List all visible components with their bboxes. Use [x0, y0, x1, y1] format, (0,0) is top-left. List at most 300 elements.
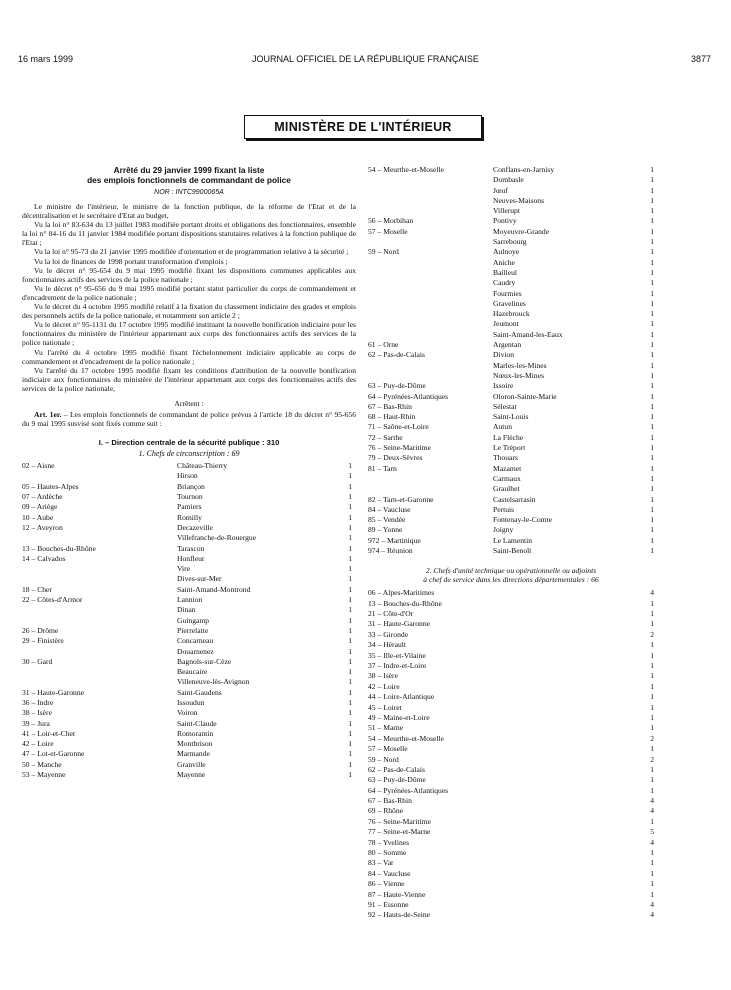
- department-cell: 06 – Alpes-Maritimes: [368, 588, 435, 598]
- table-row: [368, 827, 654, 837]
- department-cell: 81 – Tarn: [368, 463, 397, 473]
- count-cell: 1: [348, 646, 352, 656]
- department-cell: 30 – Gard: [22, 656, 53, 666]
- visa-paragraph: Vu la loi n° 83-634 du 13 juillet 1983 modifiée portant droits et obligations des fonctionnaires, ensemble la loi n° 84-16 du 11 janvier 1984 modifiée portant dispositions statutaires relatives à la fonction publique de l'Etat ;: [22, 220, 356, 248]
- count-cell: 1: [650, 889, 654, 899]
- count-cell: 1: [650, 744, 654, 754]
- locality-cell: Pontivy: [493, 216, 517, 226]
- table-row: [368, 433, 654, 443]
- locality-cell: Joigny: [493, 525, 514, 535]
- locality-cell: Tarascon: [177, 543, 205, 553]
- visa-paragraphs: [22, 202, 356, 393]
- left-table: [22, 461, 356, 780]
- department-cell: 68 – Haut-Rhin: [368, 412, 416, 422]
- count-cell: 4: [650, 588, 654, 598]
- table-row: [22, 647, 356, 657]
- count-cell: 1: [348, 749, 352, 759]
- section-2-table: [368, 588, 654, 921]
- count-cell: 1: [650, 195, 654, 205]
- locality-cell: Dombasle: [493, 175, 524, 185]
- count-cell: 1: [650, 515, 654, 525]
- table-row: [368, 848, 654, 858]
- department-cell: 29 – Finistère: [22, 636, 64, 646]
- locality-cell: Douarnenez: [177, 646, 214, 656]
- count-cell: 1: [650, 422, 654, 432]
- department-cell: 35 – Ille-et-Vilaine: [368, 650, 426, 660]
- department-cell: 86 – Vienne: [368, 879, 405, 889]
- table-row: [368, 278, 654, 288]
- department-cell: 38 – Isère: [22, 708, 52, 718]
- table-row: [368, 319, 654, 329]
- locality-cell: Graulhet: [493, 484, 520, 494]
- table-row: [22, 595, 356, 605]
- count-cell: 1: [348, 687, 352, 697]
- locality-cell: Hazebrouck: [493, 309, 530, 319]
- locality-cell: Saint-Amand-Montrond: [177, 584, 251, 594]
- count-cell: 1: [650, 473, 654, 483]
- visa-paragraph: Vu l'arrêté du 4 octobre 1995 modifié fixant l'échelonnement indiciaire applicable au corps de commandement et d'encadrement de la police nationale ;: [22, 347, 356, 366]
- count-cell: 1: [348, 471, 352, 481]
- locality-cell: Moyeuvre-Grande: [493, 226, 550, 236]
- locality-cell: Villerupt: [493, 206, 520, 216]
- department-cell: 59 – Nord: [368, 247, 399, 257]
- visa-paragraph: Vu le décret du 4 octobre 1995 modifié relatif à la fixation du classement indiciaire des grades et emplois des personnels actifs de la police nationale, et notamment son article 2 ;: [22, 302, 356, 321]
- table-row: [368, 495, 654, 505]
- section-2-heading: [368, 566, 654, 584]
- department-cell: 10 – Aube: [22, 512, 54, 522]
- locality-cell: Castelsarrasin: [493, 494, 536, 504]
- header-journal-title: JOURNAL OFFICIEL DE LA RÉPUBLIQUE FRANÇAISE: [252, 54, 479, 64]
- department-cell: 63 – Puy-de-Dôme: [368, 381, 426, 391]
- locality-cell: Conflans-en-Jarnisy: [493, 165, 555, 174]
- department-cell: 44 – Loire-Atlantique: [368, 692, 435, 702]
- table-row: [22, 760, 356, 770]
- section-1-heading: I. – Direction centrale de la sécurité publique : 310: [98, 438, 280, 448]
- table-row: [368, 900, 654, 910]
- table-row: [368, 165, 654, 175]
- count-cell: 1: [348, 512, 352, 522]
- count-cell: 1: [348, 553, 352, 563]
- table-row: [368, 536, 654, 546]
- department-cell: 57 – Moselle: [368, 226, 408, 236]
- locality-cell: Issoudun: [177, 697, 205, 707]
- locality-cell: Nœux-les-Mines: [493, 370, 545, 380]
- department-cell: 62 – Pas-de-Calais: [368, 764, 425, 774]
- table-row: [22, 636, 356, 646]
- department-cell: 82 – Tarn-et-Garonne: [368, 494, 434, 504]
- count-cell: 1: [650, 484, 654, 494]
- department-cell: 92 – Hauts-de-Seine: [368, 910, 430, 920]
- locality-cell: Marles-les-Mines: [493, 360, 547, 370]
- table-row: [22, 677, 356, 687]
- table-row: [368, 775, 654, 785]
- count-cell: 1: [348, 533, 352, 543]
- locality-cell: Argentan: [493, 340, 522, 350]
- department-cell: 36 – Indre: [22, 697, 54, 707]
- count-cell: 1: [348, 605, 352, 615]
- count-cell: 1: [650, 494, 654, 504]
- table-row: [368, 443, 654, 453]
- table-row: [22, 461, 356, 471]
- locality-cell: Aniche: [493, 257, 515, 267]
- table-row: [368, 765, 654, 775]
- count-cell: 4: [650, 900, 654, 909]
- count-cell: 1: [348, 522, 352, 532]
- department-cell: 76 – Seine-Maritime: [368, 816, 431, 826]
- count-cell: 1: [650, 237, 654, 247]
- table-row: [22, 667, 356, 677]
- department-cell: 89 – Yonne: [368, 525, 403, 535]
- locality-cell: Bagnols-sur-Cèze: [177, 656, 232, 666]
- table-row: [22, 719, 356, 729]
- count-cell: 1: [650, 165, 654, 174]
- locality-cell: Sarrebourg: [493, 237, 527, 247]
- locality-cell: Oloron-Sainte-Marie: [493, 391, 557, 401]
- locality-cell: Caudry: [493, 278, 516, 288]
- locality-cell: Beaucaire: [177, 667, 208, 677]
- department-cell: 26 – Drôme: [22, 625, 59, 635]
- count-cell: 1: [650, 340, 654, 350]
- count-cell: 1: [348, 728, 352, 738]
- count-cell: 1: [348, 677, 352, 687]
- count-cell: 1: [650, 298, 654, 308]
- right-table: [368, 165, 654, 556]
- visa-paragraph: Vu la loi n° 95-73 du 21 janvier 1995 modifiée d'orientation et de programmation relative à la sécurité ;: [34, 247, 349, 257]
- count-cell: 1: [650, 661, 654, 671]
- section-1-subheading: 1. Chefs de circonscription : 69: [138, 449, 240, 459]
- department-cell: 57 – Moselle: [368, 744, 408, 754]
- count-cell: 1: [348, 461, 352, 471]
- table-row: [368, 227, 654, 237]
- locality-cell: Bailleul: [493, 267, 518, 277]
- count-cell: 1: [348, 656, 352, 666]
- visa-paragraph: Le ministre de l'intérieur, le ministre de la fonction publique, de la réforme de l'Etat et de la décentralisation et le secrétaire d'Etat au budget,: [22, 202, 356, 221]
- locality-cell: Neuves-Maisons: [493, 195, 545, 205]
- table-row: [22, 564, 356, 574]
- table-row: [368, 755, 654, 765]
- count-cell: 1: [650, 702, 654, 712]
- table-row: [368, 786, 654, 796]
- locality-cell: Mayenne: [177, 770, 206, 780]
- table-row: [22, 513, 356, 523]
- table-row: [22, 657, 356, 667]
- department-cell: 38 – Isère: [368, 671, 398, 681]
- count-cell: 1: [650, 712, 654, 722]
- locality-cell: Le Lamentin: [493, 535, 533, 545]
- locality-cell: Saint-Amand-les-Eaux: [493, 329, 563, 339]
- department-cell: 72 – Sarthe: [368, 432, 403, 442]
- count-cell: 1: [650, 848, 654, 858]
- department-cell: 85 – Vendée: [368, 515, 406, 525]
- count-cell: 1: [650, 879, 654, 889]
- locality-cell: Voiron: [177, 708, 198, 718]
- table-row: [22, 523, 356, 533]
- count-cell: 1: [650, 545, 654, 555]
- locality-cell: Aulnoye: [493, 247, 520, 257]
- count-cell: 1: [348, 718, 352, 728]
- article-1: [22, 410, 356, 428]
- locality-cell: Pierrelatte: [177, 625, 209, 635]
- table-row: [368, 599, 654, 609]
- count-cell: 1: [348, 481, 352, 491]
- count-cell: 1: [348, 584, 352, 594]
- table-row: [22, 544, 356, 554]
- table-row: [368, 258, 654, 268]
- department-cell: 56 – Morbihan: [368, 216, 414, 226]
- count-cell: 1: [650, 381, 654, 391]
- table-row: [22, 533, 356, 543]
- count-cell: 1: [650, 370, 654, 380]
- table-row: [368, 546, 654, 556]
- department-cell: 51 – Marne: [368, 723, 404, 733]
- count-cell: 1: [650, 775, 654, 785]
- table-row: [368, 371, 654, 381]
- count-cell: 1: [650, 650, 654, 660]
- arretent-label: Arrêtent :: [174, 398, 204, 408]
- table-row: [368, 381, 654, 391]
- department-cell: 14 – Calvados: [22, 553, 66, 563]
- table-row: [22, 708, 356, 718]
- locality-cell: Decazeville: [177, 522, 213, 532]
- locality-cell: Romilly: [177, 512, 202, 522]
- table-row: [368, 206, 654, 216]
- count-cell: 1: [650, 175, 654, 185]
- header-date: 16 mars 1999: [18, 54, 74, 64]
- department-cell: 64 – Pyrénées-Atlantiques: [368, 391, 449, 401]
- count-cell: 4: [650, 910, 654, 920]
- header-page-number: 3877: [690, 54, 711, 64]
- table-row: [368, 869, 654, 879]
- table-row: [368, 330, 654, 340]
- department-cell: 21 – Côte-d'Or: [368, 609, 414, 619]
- department-cell: 69 – Rhône: [368, 806, 404, 816]
- count-cell: 1: [650, 525, 654, 535]
- left-column: [22, 165, 356, 780]
- department-cell: 47 – Lot-et-Garonne: [22, 749, 85, 759]
- count-cell: 1: [650, 816, 654, 826]
- table-row: [368, 350, 654, 360]
- department-cell: 80 – Somme: [368, 848, 407, 858]
- locality-cell: Dives-sur-Mer: [177, 574, 222, 584]
- table-row: [22, 616, 356, 626]
- table-row: [368, 289, 654, 299]
- count-cell: 1: [650, 723, 654, 733]
- table-row: [368, 299, 654, 309]
- count-cell: 1: [650, 257, 654, 267]
- department-cell: 71 – Saône-et-Loire: [368, 422, 429, 432]
- department-cell: 49 – Maine-et-Loire: [368, 712, 430, 722]
- department-cell: 22 – Côtes-d'Armor: [22, 595, 83, 605]
- count-cell: 2: [650, 629, 654, 639]
- table-row: [368, 196, 654, 206]
- count-cell: 1: [650, 401, 654, 411]
- department-cell: 76 – Seine-Maritime: [368, 443, 431, 453]
- count-cell: 1: [348, 770, 352, 780]
- locality-cell: Tournon: [177, 492, 203, 502]
- count-cell: 1: [348, 667, 352, 677]
- count-cell: 1: [650, 288, 654, 298]
- locality-cell: Montbrison: [177, 739, 213, 749]
- locality-cell: Château-Thierry: [177, 461, 228, 471]
- article-1-label: Art. 1er.: [34, 409, 62, 419]
- locality-cell: Briançon: [177, 481, 205, 491]
- locality-cell: Saint-Gaudens: [177, 687, 222, 697]
- department-cell: 59 – Nord: [368, 754, 399, 764]
- count-cell: 2: [650, 754, 654, 764]
- count-cell: 4: [650, 806, 654, 816]
- count-cell: 1: [650, 463, 654, 473]
- department-cell: 31 – Haute-Garonne: [368, 619, 430, 629]
- locality-cell: Dinan: [177, 605, 196, 615]
- count-cell: 1: [650, 785, 654, 795]
- count-cell: 1: [650, 432, 654, 442]
- count-cell: 1: [348, 708, 352, 718]
- table-row: [22, 626, 356, 636]
- locality-cell: Jeumont: [493, 319, 519, 329]
- table-row: [22, 554, 356, 564]
- table-row: [368, 247, 654, 257]
- locality-cell: Jœuf: [493, 185, 508, 195]
- department-cell: 67 – Bas-Rhin: [368, 796, 412, 806]
- nor-reference: NOR : INTC9900065A: [154, 189, 224, 196]
- count-cell: 1: [650, 443, 654, 453]
- table-row: [368, 175, 654, 185]
- department-cell: 84 – Vaucluse: [368, 504, 411, 514]
- department-cell: 12 – Aveyron: [22, 522, 63, 532]
- department-cell: 09 – Ariège: [22, 502, 58, 512]
- department-cell: 67 – Bas-Rhin: [368, 401, 412, 411]
- locality-cell: Hirson: [177, 471, 198, 481]
- table-row: [22, 502, 356, 512]
- table-row: [368, 474, 654, 484]
- count-cell: 1: [650, 247, 654, 257]
- table-row: [368, 186, 654, 196]
- count-cell: 1: [348, 595, 352, 605]
- table-row: [368, 703, 654, 713]
- page-header: [0, 54, 731, 66]
- locality-cell: Fontenay-le-Comte: [493, 515, 553, 525]
- table-row: [368, 237, 654, 247]
- locality-cell: Mazamet: [493, 463, 522, 473]
- department-cell: 42 – Loire: [368, 681, 400, 691]
- table-row: [368, 630, 654, 640]
- visa-paragraph: Vu la loi de finances de 1998 portant transformation d'emplois ;: [34, 256, 228, 266]
- locality-cell: Pamiers: [177, 502, 202, 512]
- locality-cell: Sélestat: [493, 401, 517, 411]
- count-cell: 1: [348, 543, 352, 553]
- locality-cell: Guingamp: [177, 615, 210, 625]
- department-cell: 13 – Bouches-du-Rhône: [368, 598, 442, 608]
- count-cell: 1: [348, 492, 352, 502]
- count-cell: 1: [650, 681, 654, 691]
- locality-cell: Autun: [493, 422, 512, 432]
- table-row: [368, 268, 654, 278]
- section-2-heading-line2: à chef de service dans les directions départementales : 66: [423, 575, 599, 585]
- count-cell: 1: [650, 278, 654, 288]
- department-cell: 42 – Loire: [22, 739, 54, 749]
- locality-cell: Vire: [177, 564, 191, 574]
- table-row: [368, 484, 654, 494]
- department-cell: 54 – Meurthe-et-Moselle: [368, 165, 444, 174]
- locality-cell: Saint-Benoît: [493, 545, 532, 555]
- table-row: [368, 453, 654, 463]
- count-cell: 1: [348, 636, 352, 646]
- count-cell: 1: [650, 598, 654, 608]
- count-cell: 1: [650, 671, 654, 681]
- table-row: [368, 525, 654, 535]
- locality-cell: Concarneau: [177, 636, 214, 646]
- count-cell: 1: [348, 615, 352, 625]
- count-cell: 2: [650, 733, 654, 743]
- department-cell: 05 – Hautes-Alpes: [22, 481, 79, 491]
- table-row: [368, 817, 654, 827]
- table-row: [22, 574, 356, 584]
- department-cell: 53 – Mayenne: [22, 770, 66, 780]
- count-cell: 1: [650, 319, 654, 329]
- arrete-title-line1: Arrêté du 29 janvier 1999 fixant la liste: [113, 165, 265, 175]
- table-row: [368, 412, 654, 422]
- department-cell: 41 – Loir-et-Cher: [22, 728, 76, 738]
- table-row: [368, 619, 654, 629]
- table-row: [368, 682, 654, 692]
- count-cell: 1: [348, 759, 352, 769]
- table-row: [368, 671, 654, 681]
- arrete-title-line2: des emplois fonctionnels de commandant de police: [87, 175, 291, 185]
- count-cell: 1: [650, 350, 654, 360]
- table-row: [22, 492, 356, 502]
- count-cell: 1: [650, 640, 654, 650]
- department-cell: 34 – Hérault: [368, 640, 406, 650]
- article-1-text: – Les emplois fonctionnels de commandant de police prévus à l'article 18 du décret n° 95-656 du 9 mai 1995 susvisé sont fixés comme suit :: [22, 409, 356, 429]
- visa-paragraph: Vu le décret n° 95-1131 du 17 octobre 1995 modifié instituant la nouvelle bonification indiciaire pour les fonctionnaires du ministère de l'intérieur appartenant aux corps des fonctionnaires actifs des services de la police nationale ;: [22, 320, 356, 348]
- count-cell: 1: [650, 453, 654, 463]
- department-cell: 974 – Réunion: [368, 545, 413, 555]
- table-row: [368, 734, 654, 744]
- table-row: [368, 588, 654, 598]
- table-row: [368, 361, 654, 371]
- table-row: [22, 698, 356, 708]
- count-cell: 1: [650, 329, 654, 339]
- arrete-title: [22, 165, 356, 185]
- count-cell: 1: [650, 692, 654, 702]
- department-cell: 84 – Vaucluse: [368, 868, 411, 878]
- table-row: [22, 471, 356, 481]
- locality-cell: Pertuis: [493, 504, 515, 514]
- department-cell: 45 – Loiret: [368, 702, 402, 712]
- locality-cell: La Flèche: [493, 432, 524, 442]
- table-row: [22, 482, 356, 492]
- department-cell: 79 – Deux-Sèvres: [368, 453, 423, 463]
- table-row: [368, 879, 654, 889]
- ministry-banner: MINISTÈRE DE L'INTÉRIEUR: [244, 115, 482, 139]
- table-row: [22, 770, 356, 780]
- department-cell: 87 – Haute-Vienne: [368, 889, 426, 899]
- locality-cell: Granville: [177, 759, 206, 769]
- visa-paragraph: Vu le décret n° 95-656 du 9 mai 1995 modifié portant statut particulier du corps de commandement et d'encadrement de la police nationale ;: [22, 283, 356, 302]
- table-row: [368, 464, 654, 474]
- count-cell: 5: [650, 827, 654, 837]
- table-row: [22, 605, 356, 615]
- count-cell: 1: [650, 360, 654, 370]
- table-row: [368, 402, 654, 412]
- right-column: [368, 165, 654, 921]
- department-cell: 972 – Martinique: [368, 535, 421, 545]
- table-row: [22, 688, 356, 698]
- count-cell: 1: [348, 564, 352, 574]
- table-row: [368, 651, 654, 661]
- department-cell: 31 – Haute-Garonne: [22, 687, 84, 697]
- department-cell: 83 – Var: [368, 858, 394, 868]
